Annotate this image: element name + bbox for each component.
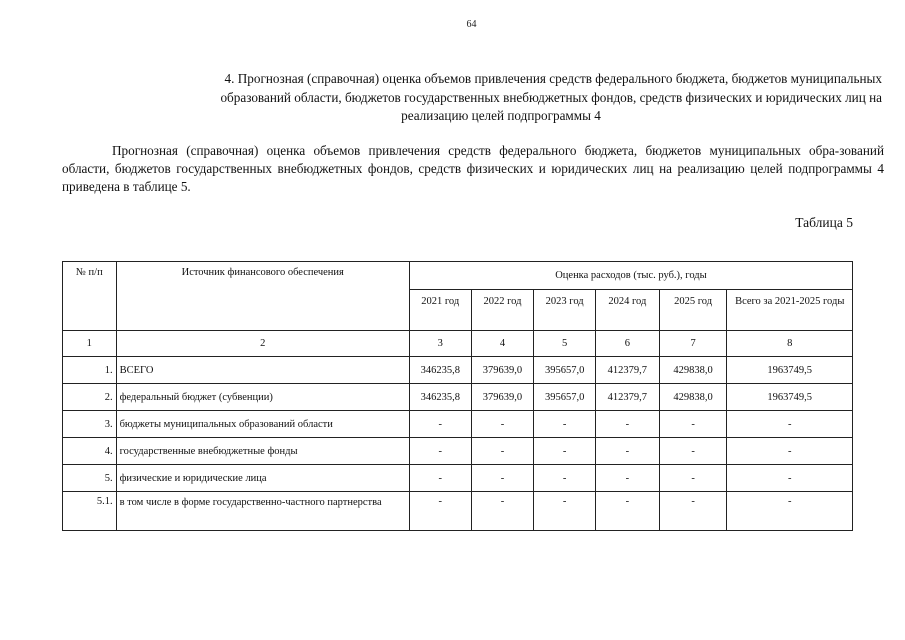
row-value: - (471, 411, 534, 438)
row-value: 429838,0 (659, 384, 727, 411)
body-paragraph: Прогнозная (справочная) оценка объемов привлечения средств федерального бюджета, бюджетов муниципальных обра-зований области, бюджетов государственных внебюджетных фондов, средств физических и юридических лиц на реализацию целей подпрограммы 4 приведена в таблице 5. (62, 143, 884, 194)
row-source: государственные внебюджетные фонды (116, 438, 409, 465)
row-value: - (659, 411, 727, 438)
row-value: - (727, 438, 853, 465)
row-value: - (595, 438, 659, 465)
row-value: - (471, 438, 534, 465)
row-source: в том числе в форме государственно-частного партнерства (116, 492, 409, 531)
heading-line-2: образований области, бюджетов государственных внебюджетных фондов, средств физических и юридических лиц на (220, 89, 882, 105)
row-value: 379639,0 (471, 384, 534, 411)
table-row (63, 465, 853, 492)
header-year: 2025 год (659, 290, 727, 331)
row-value: - (727, 465, 853, 492)
row-value: - (534, 492, 596, 531)
row-value: - (471, 465, 534, 492)
row-value: - (409, 492, 471, 531)
row-value: - (595, 492, 659, 531)
row-value: 346235,8 (409, 384, 471, 411)
index-row (63, 331, 853, 357)
header-year: 2023 год (534, 290, 596, 331)
row-value: 412379,7 (595, 357, 659, 384)
row-value: - (471, 492, 534, 531)
row-value: - (534, 411, 596, 438)
header-year: 2024 год (595, 290, 659, 331)
row-value: 395657,0 (534, 384, 596, 411)
index-cell: 6 (595, 331, 659, 357)
header-num: № п/п (63, 262, 117, 331)
row-num: 2. (63, 384, 117, 411)
row-source: федеральный бюджет (субвенции) (116, 384, 409, 411)
index-cell: 4 (471, 331, 534, 357)
row-num: 3. (63, 411, 117, 438)
index-cell: 3 (409, 331, 471, 357)
row-value: - (727, 492, 853, 531)
row-value: - (409, 465, 471, 492)
row-value: - (409, 411, 471, 438)
row-value: 346235,8 (409, 357, 471, 384)
index-cell: 5 (534, 331, 596, 357)
row-source: физические и юридические лица (116, 465, 409, 492)
row-value: 1963749,5 (727, 384, 853, 411)
row-value: 412379,7 (595, 384, 659, 411)
row-num: 5. (63, 465, 117, 492)
table-row (63, 357, 853, 384)
row-value: 1963749,5 (727, 357, 853, 384)
table-row (63, 384, 853, 411)
index-cell: 7 (659, 331, 727, 357)
section-heading (60, 70, 882, 126)
heading-line-1: 4. Прогнозная (справочная) оценка объемов привлечения средств федерального бюджета, бюджетов муниципальных (224, 71, 882, 86)
table-row (63, 411, 853, 438)
row-value: 379639,0 (471, 357, 534, 384)
index-cell: 2 (116, 331, 409, 357)
header-row-1 (63, 262, 853, 290)
header-year: 2021 год (409, 290, 471, 331)
header-year: 2022 год (471, 290, 534, 331)
row-value: 395657,0 (534, 357, 596, 384)
table-row (63, 438, 853, 465)
row-value: - (659, 465, 727, 492)
finance-table (62, 261, 853, 531)
index-cell: 1 (63, 331, 117, 357)
header-total: Всего за 2021-2025 годы (727, 290, 853, 331)
row-value: - (534, 465, 596, 492)
row-value: - (659, 438, 727, 465)
row-value: - (659, 492, 727, 531)
row-num: 4. (63, 438, 117, 465)
row-value: - (534, 438, 596, 465)
row-value: - (409, 438, 471, 465)
header-source: Источник финансового обеспечения (116, 262, 409, 331)
page-number: 64 (466, 19, 477, 30)
row-num: 5.1. (63, 492, 117, 531)
index-cell: 8 (727, 331, 853, 357)
heading-line-3: реализацию целей подпрограммы 4 (401, 108, 601, 123)
row-source: бюджеты муниципальных образований области (116, 411, 409, 438)
row-value: - (595, 465, 659, 492)
header-estimate: Оценка расходов (тыс. руб.), годы (409, 262, 852, 290)
row-value: - (595, 411, 659, 438)
row-value: 429838,0 (659, 357, 727, 384)
row-num: 1. (63, 357, 117, 384)
table-row (63, 492, 853, 531)
table-caption: Таблица 5 (795, 215, 853, 230)
row-source: ВСЕГО (116, 357, 409, 384)
row-value: - (727, 411, 853, 438)
